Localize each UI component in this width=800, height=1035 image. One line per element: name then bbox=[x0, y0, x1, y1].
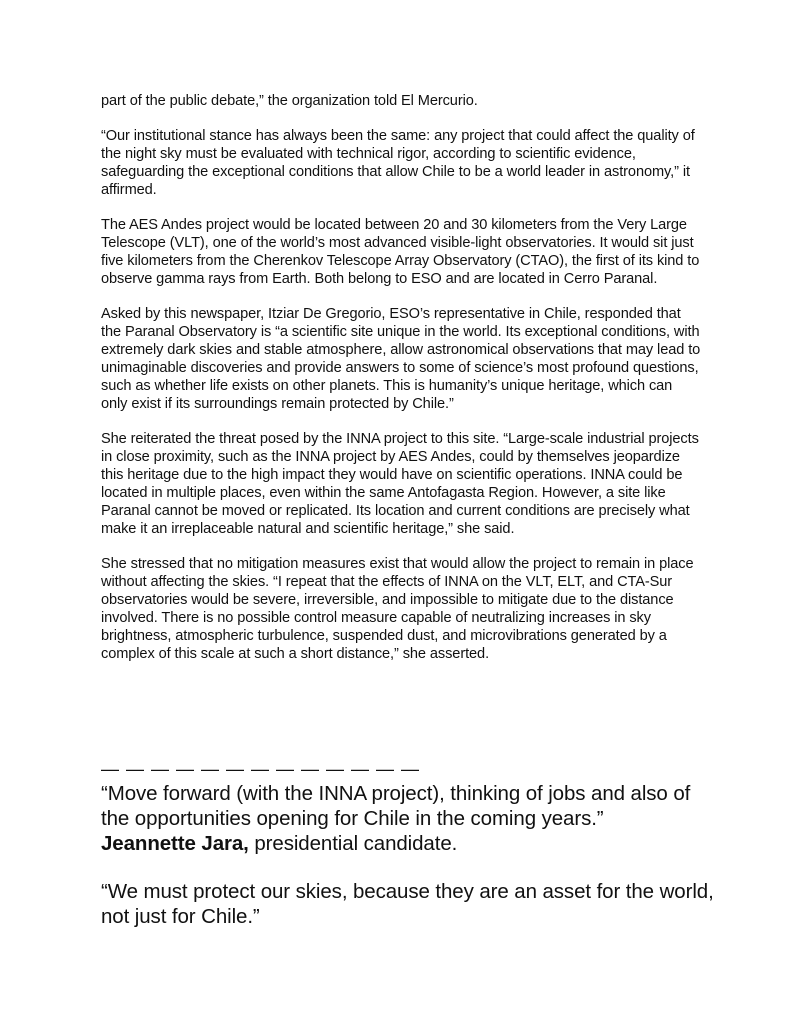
paragraph: Asked by this newspaper, Itziar De Gregorio, ESO’s representative in Chile, responded that the Paranal Observatory is “a scientific site unique in the world. Its exceptional conditions, with extremely dark skies and stable atmosphere, allow astronomical observations that may lead to unimaginable discoveries and provide answers to some of science’s most profound questions, such as whether life exists on other planets. This is humanity’s unique heritage, which can only exist if its surroundings remain protected by Chile.” bbox=[101, 306, 701, 412]
speaker-role: presidential candidate. bbox=[248, 832, 458, 855]
paragraph: part of the public debate,” the organization told El Mercurio. bbox=[101, 93, 478, 109]
pull-quote-attribution bbox=[101, 831, 721, 856]
article-body bbox=[101, 92, 701, 680]
paragraph: She stressed that no mitigation measures exist that would allow the project to remain in place without affecting the skies. “I repeat that the effects of INNA on the VLT, ELT, and CTA-Sur observatories would be severe, irreversible, and impossible to mitigate due to the distance involved. There is no possible control measure capable of neutralizing increases in sky brightness, atmospheric turbulence, suspended dust, and microvibrations generated by a complex of this scale at such a short distance,” she asserted. bbox=[101, 556, 694, 662]
paragraph: She reiterated the threat posed by the INNA project to this site. “Large-scale industrial projects in close proximity, such as the INNA project by AES Andes, could by themselves jeopardize this heritage due to the high impact they would have on scientific operations. INNA could be located in multiple places, even within the same Antofagasta Region. However, a site like Paranal cannot be moved or replicated. Its location and current conditions are precisely what make it an irreplaceable natural and scientific heritage,” she said. bbox=[101, 431, 699, 537]
paragraph: The AES Andes project would be located between 20 and 30 kilometers from the Very Large Telescope (VLT), one of the world’s most advanced visible-light observatories. It would sit just five kilometers from the Cherenkov Telescope Array Observatory (CTAO), the first of its kind to observe gamma rays from Earth. Both belong to ESO and are located in Cerro Paranal. bbox=[101, 217, 700, 287]
pull-quote-text: “We must protect our skies, because they are an asset for the world, not just for Chile.” bbox=[101, 880, 714, 928]
paragraph: “Our institutional stance has always been the same: any project that could affect the quality of the night sky must be evaluated with technical rigor, according to scientific evidence, safeguarding the exceptional conditions that allow Chile to be a world leader in astronomy,” it affirmed. bbox=[101, 128, 695, 198]
section-separator: — — — — — — — — — — — — — bbox=[101, 759, 421, 779]
pull-quote-text: “Move forward (with the INNA project), thinking of jobs and also of the opportunities opening for Chile in the coming years.” bbox=[101, 782, 691, 830]
quote-spacer bbox=[101, 856, 721, 879]
pull-quotes bbox=[101, 781, 721, 929]
speaker-name: Jeannette Jara, bbox=[101, 832, 249, 855]
